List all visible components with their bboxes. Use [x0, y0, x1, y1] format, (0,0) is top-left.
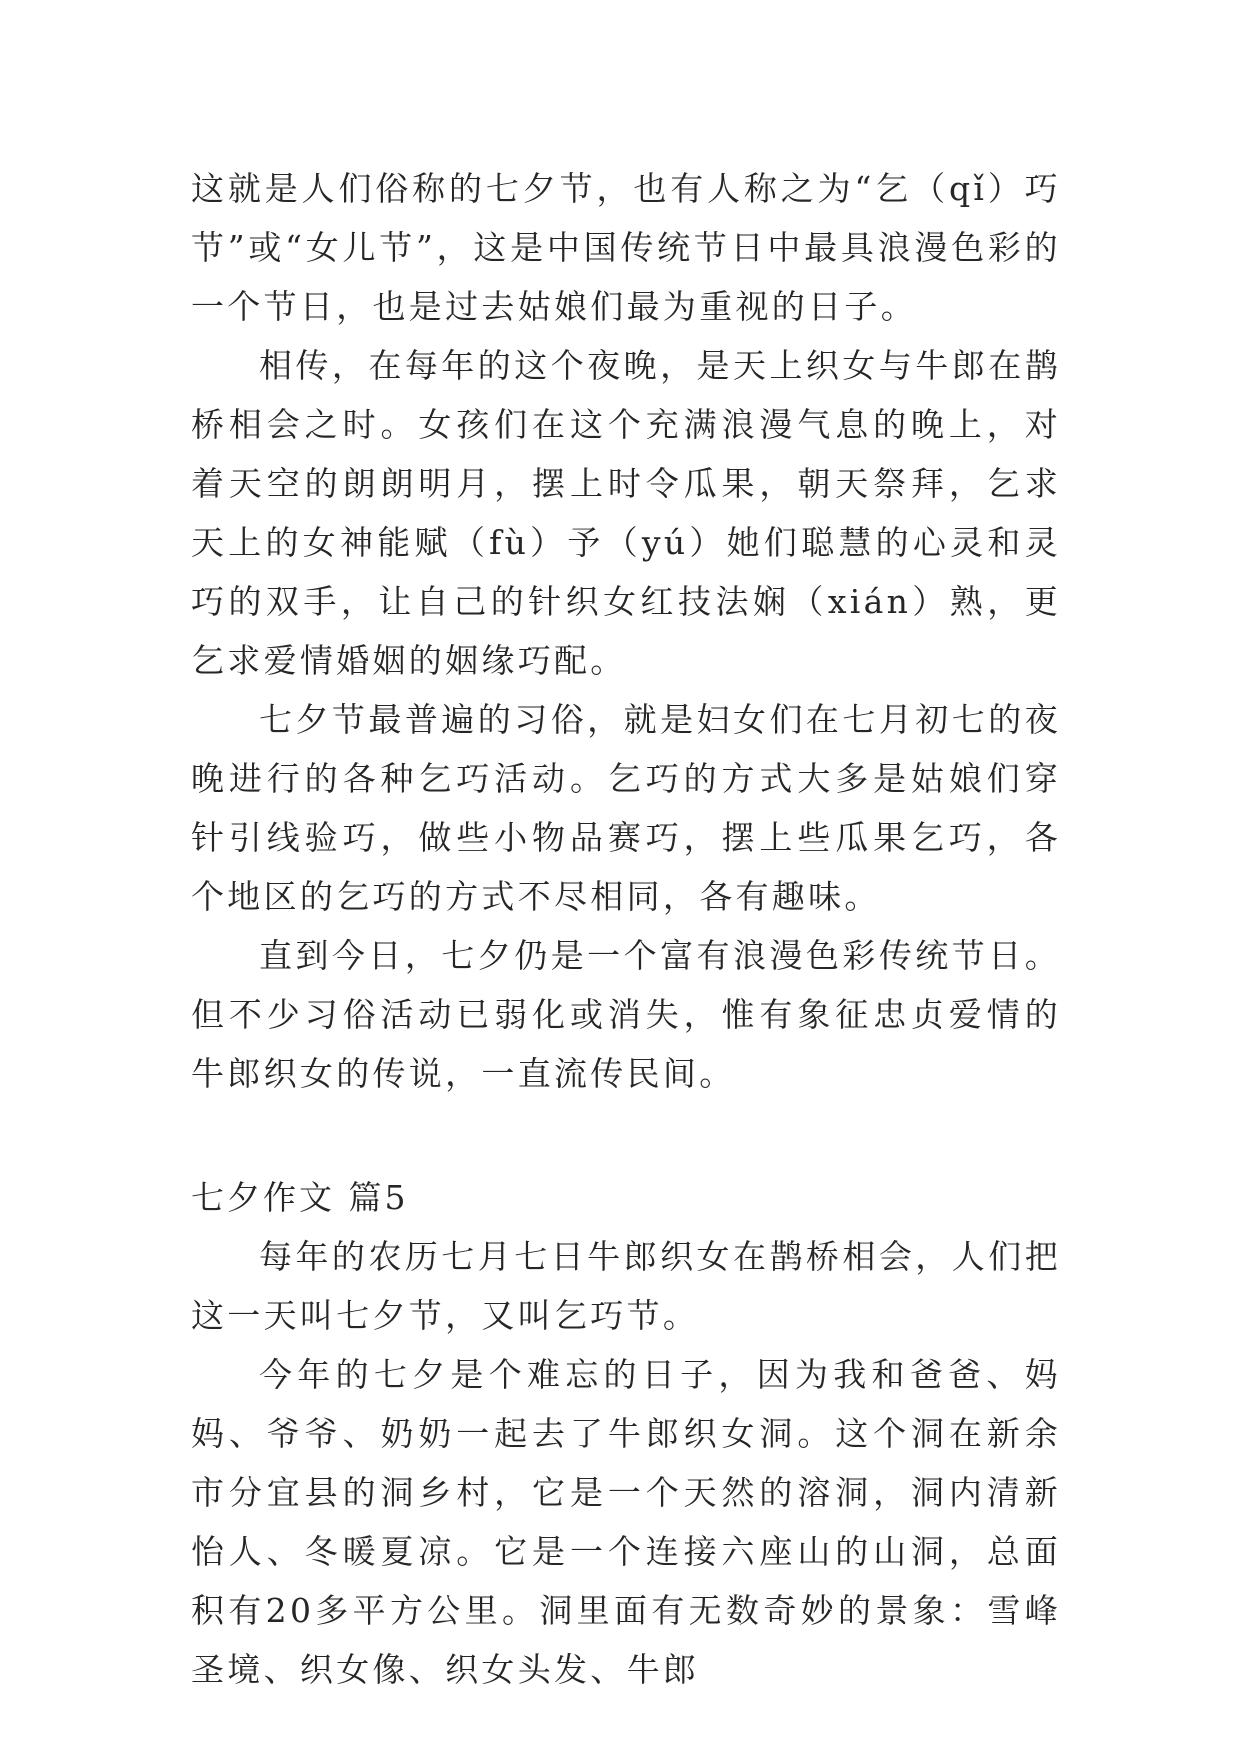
- paragraph-essay-opening: 每年的农历七月七日牛郎织女在鹊桥相会，人们把这一天叫七夕节，又叫乞巧节。: [191, 1237, 1061, 1335]
- paragraph-essay-cave: 今年的七夕是个难忘的日子，因为我和爸爸、妈妈、爷爷、奶奶一起去了牛郎织女洞。这个洞在新余市分宜县的洞乡村，它是一个天然的溶洞，洞内清新怡人、冬暖夏凉。它是一个连接六座山的山洞，总面积有20多平方公里。洞里面有无数奇妙的景象：雪峰圣境、织女像、织女头发、牛郎: [191, 1355, 1061, 1689]
- paragraph-qixi-intro: 这就是人们俗称的七夕节，也有人称之为“乞（qǐ）巧节”或“女儿节”，这是中国传统节日中最具浪漫色彩的一个节日，也是过去姑娘们最为重视的日子。: [191, 169, 1061, 326]
- paragraph-today: 直到今日，七夕仍是一个富有浪漫色彩传统节日。但不少习俗活动已弱化或消失，惟有象征忠贞爱情的牛郎织女的传说，一直流传民间。: [191, 936, 1061, 1093]
- paragraph-customs: 七夕节最普遍的习俗，就是妇女们在七月初七的夜晚进行的各种乞巧活动。乞巧的方式大多是姑娘们穿针引线验巧，做些小物品赛巧，摆上些瓜果乞巧，各个地区的乞巧的方式不尽相同，各有趣味。: [191, 700, 1061, 916]
- document-body: [191, 159, 1061, 1699]
- section-heading: 七夕作文 篇5: [191, 1178, 409, 1217]
- paragraph-legend: 相传，在每年的这个夜晚，是天上织女与牛郎在鹊桥相会之时。女孩们在这个充满浪漫气息的晚上，对着天空的朗朗明月，摆上时令瓜果，朝天祭拜，乞求天上的女神能赋（fù）予（yú）她们聪慧的心灵和灵巧的双手，让自己的针织女红技法娴（xián）熟，更乞求爱情婚姻的姻缘巧配。: [191, 346, 1061, 680]
